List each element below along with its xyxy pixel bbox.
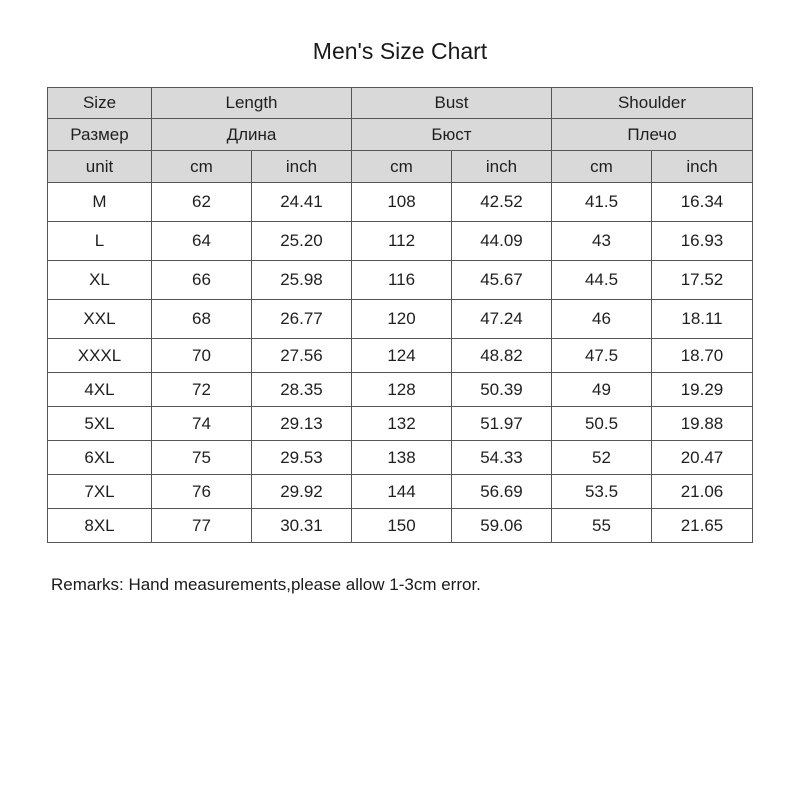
cell-length-inch: 28.35	[252, 373, 352, 407]
cell-size: XL	[48, 261, 152, 300]
table-row	[48, 300, 753, 339]
cell-length-cm: 75	[152, 441, 252, 475]
header-size: Size	[48, 88, 152, 119]
cell-shoulder-inch: 17.52	[652, 261, 753, 300]
cell-bust-cm: 124	[352, 339, 452, 373]
cell-bust-inch: 51.97	[452, 407, 552, 441]
cell-bust-cm: 144	[352, 475, 452, 509]
unit-bust-cm: cm	[352, 151, 452, 183]
cell-size: 5XL	[48, 407, 152, 441]
cell-length-inch: 24.41	[252, 183, 352, 222]
header-row-units	[48, 151, 753, 183]
cell-bust-cm: 108	[352, 183, 452, 222]
unit-length-cm: cm	[152, 151, 252, 183]
cell-size: 8XL	[48, 509, 152, 543]
cell-length-inch: 29.13	[252, 407, 352, 441]
cell-bust-inch: 59.06	[452, 509, 552, 543]
table-row	[48, 509, 753, 543]
cell-length-cm: 70	[152, 339, 252, 373]
cell-shoulder-inch: 18.11	[652, 300, 753, 339]
cell-shoulder-cm: 50.5	[552, 407, 652, 441]
table-row	[48, 339, 753, 373]
remarks-text: Remarks: Hand measurements,please allow 1-3cm error.	[51, 575, 481, 594]
header-size-ru: Размер	[48, 119, 152, 151]
cell-bust-cm: 150	[352, 509, 452, 543]
cell-length-cm: 68	[152, 300, 252, 339]
header-length-ru: Длина	[152, 119, 352, 151]
cell-bust-cm: 138	[352, 441, 452, 475]
cell-bust-inch: 47.24	[452, 300, 552, 339]
cell-length-inch: 26.77	[252, 300, 352, 339]
cell-length-inch: 25.20	[252, 222, 352, 261]
header-bust-ru: Бюст	[352, 119, 552, 151]
cell-bust-cm: 116	[352, 261, 452, 300]
cell-shoulder-inch: 21.06	[652, 475, 753, 509]
cell-shoulder-cm: 52	[552, 441, 652, 475]
unit-length-inch: inch	[252, 151, 352, 183]
header-length: Length	[152, 88, 352, 119]
cell-shoulder-cm: 44.5	[552, 261, 652, 300]
cell-bust-cm: 112	[352, 222, 452, 261]
cell-shoulder-inch: 19.88	[652, 407, 753, 441]
cell-shoulder-cm: 55	[552, 509, 652, 543]
cell-length-cm: 66	[152, 261, 252, 300]
cell-length-cm: 77	[152, 509, 252, 543]
cell-size: L	[48, 222, 152, 261]
unit-shoulder-inch: inch	[652, 151, 753, 183]
table-row	[48, 475, 753, 509]
table-row	[48, 373, 753, 407]
cell-size: 4XL	[48, 373, 152, 407]
cell-size: M	[48, 183, 152, 222]
cell-shoulder-inch: 20.47	[652, 441, 753, 475]
cell-shoulder-cm: 46	[552, 300, 652, 339]
table-row	[48, 222, 753, 261]
cell-shoulder-cm: 47.5	[552, 339, 652, 373]
cell-bust-inch: 48.82	[452, 339, 552, 373]
cell-bust-cm: 120	[352, 300, 452, 339]
cell-length-inch: 25.98	[252, 261, 352, 300]
cell-size: 6XL	[48, 441, 152, 475]
cell-length-inch: 30.31	[252, 509, 352, 543]
cell-shoulder-cm: 43	[552, 222, 652, 261]
cell-length-inch: 29.92	[252, 475, 352, 509]
unit-label: unit	[48, 151, 152, 183]
cell-length-cm: 72	[152, 373, 252, 407]
cell-shoulder-inch: 16.93	[652, 222, 753, 261]
cell-length-inch: 27.56	[252, 339, 352, 373]
cell-shoulder-cm: 53.5	[552, 475, 652, 509]
cell-bust-inch: 45.67	[452, 261, 552, 300]
header-bust: Bust	[352, 88, 552, 119]
cell-length-inch: 29.53	[252, 441, 352, 475]
cell-length-cm: 74	[152, 407, 252, 441]
cell-shoulder-inch: 19.29	[652, 373, 753, 407]
cell-bust-cm: 128	[352, 373, 452, 407]
chart-title: Men's Size Chart	[312, 38, 488, 64]
header-shoulder-ru: Плечо	[552, 119, 753, 151]
cell-length-cm: 76	[152, 475, 252, 509]
unit-bust-inch: inch	[452, 151, 552, 183]
table-row	[48, 261, 753, 300]
cell-size: 7XL	[48, 475, 152, 509]
cell-bust-inch: 54.33	[452, 441, 552, 475]
cell-bust-inch: 42.52	[452, 183, 552, 222]
cell-size: XXXL	[48, 339, 152, 373]
cell-length-cm: 64	[152, 222, 252, 261]
table-row	[48, 183, 753, 222]
cell-bust-inch: 56.69	[452, 475, 552, 509]
header-shoulder: Shoulder	[552, 88, 753, 119]
cell-shoulder-cm: 41.5	[552, 183, 652, 222]
cell-bust-cm: 132	[352, 407, 452, 441]
header-row-russian	[48, 119, 753, 151]
table-row	[48, 441, 753, 475]
unit-shoulder-cm: cm	[552, 151, 652, 183]
table-row	[48, 407, 753, 441]
cell-bust-inch: 50.39	[452, 373, 552, 407]
cell-shoulder-cm: 49	[552, 373, 652, 407]
header-row-english	[48, 88, 753, 119]
size-table	[47, 87, 753, 543]
cell-size: XXL	[48, 300, 152, 339]
cell-shoulder-inch: 21.65	[652, 509, 753, 543]
cell-shoulder-inch: 18.70	[652, 339, 753, 373]
cell-length-cm: 62	[152, 183, 252, 222]
cell-shoulder-inch: 16.34	[652, 183, 753, 222]
cell-bust-inch: 44.09	[452, 222, 552, 261]
